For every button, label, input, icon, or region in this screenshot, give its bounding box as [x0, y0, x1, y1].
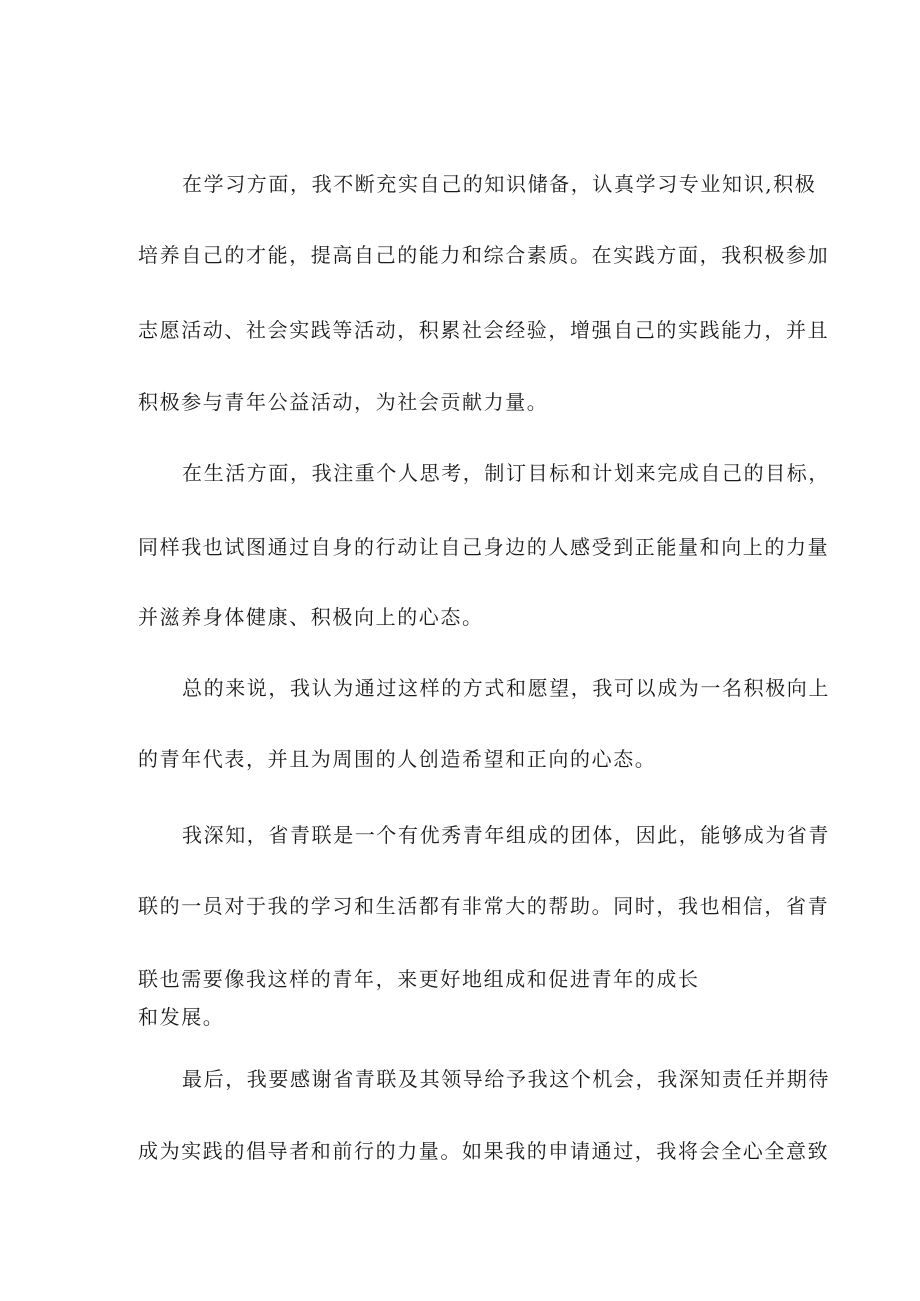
paragraph-4-line-4: 和发展。	[138, 1005, 225, 1029]
paragraph-1-line-2: 培养自己的才能，提高自己的能力和综合素质。在实践方面，我积极参加	[138, 243, 830, 267]
paragraph-4-line-2: 联的一员对于我的学习和生活都有非常大的帮助。同时，我也相信，省青	[138, 894, 830, 918]
paragraph-1-line-1: 在学习方面，我不断充实自己的知识储备，认真学习专业知识,积极	[182, 172, 817, 196]
paragraph-2-line-2: 同样我也试图通过自身的行动让自己身边的人感受到正能量和向上的力量	[138, 535, 830, 559]
paragraph-4-line-1: 我深知，省青联是一个有优秀青年组成的团体，因此，能够成为省青	[182, 823, 830, 847]
paragraph-5-line-2: 成为实践的倡导者和前行的力量。如果我的申请通过，我将会全心全意致	[138, 1139, 830, 1163]
paragraph-1-line-4: 积极参与青年公益活动，为社会贡献力量。	[138, 390, 549, 414]
paragraph-2-line-1: 在生活方面，我注重个人思考，制订目标和计划来完成自己的目标，	[182, 461, 830, 485]
paragraph-2-line-3: 并滋养身体健康、积极向上的心态。	[138, 605, 484, 629]
paragraph-3-line-2: 的青年代表，并且为周围的人创造希望和正向的心态。	[138, 747, 657, 771]
paragraph-4-line-3: 联也需要像我这样的青年，来更好地组成和促进青年的成长	[138, 967, 700, 991]
paragraph-3-line-1: 总的来说，我认为通过这样的方式和愿望，我可以成为一名积极向上	[182, 676, 830, 700]
paragraph-1-line-3: 志愿活动、社会实践等活动，积累社会经验，增强自己的实践能力，并且	[138, 318, 830, 342]
paragraph-5-line-1: 最后，我要感谢省青联及其领导给予我这个机会，我深知责任并期待	[182, 1067, 830, 1091]
